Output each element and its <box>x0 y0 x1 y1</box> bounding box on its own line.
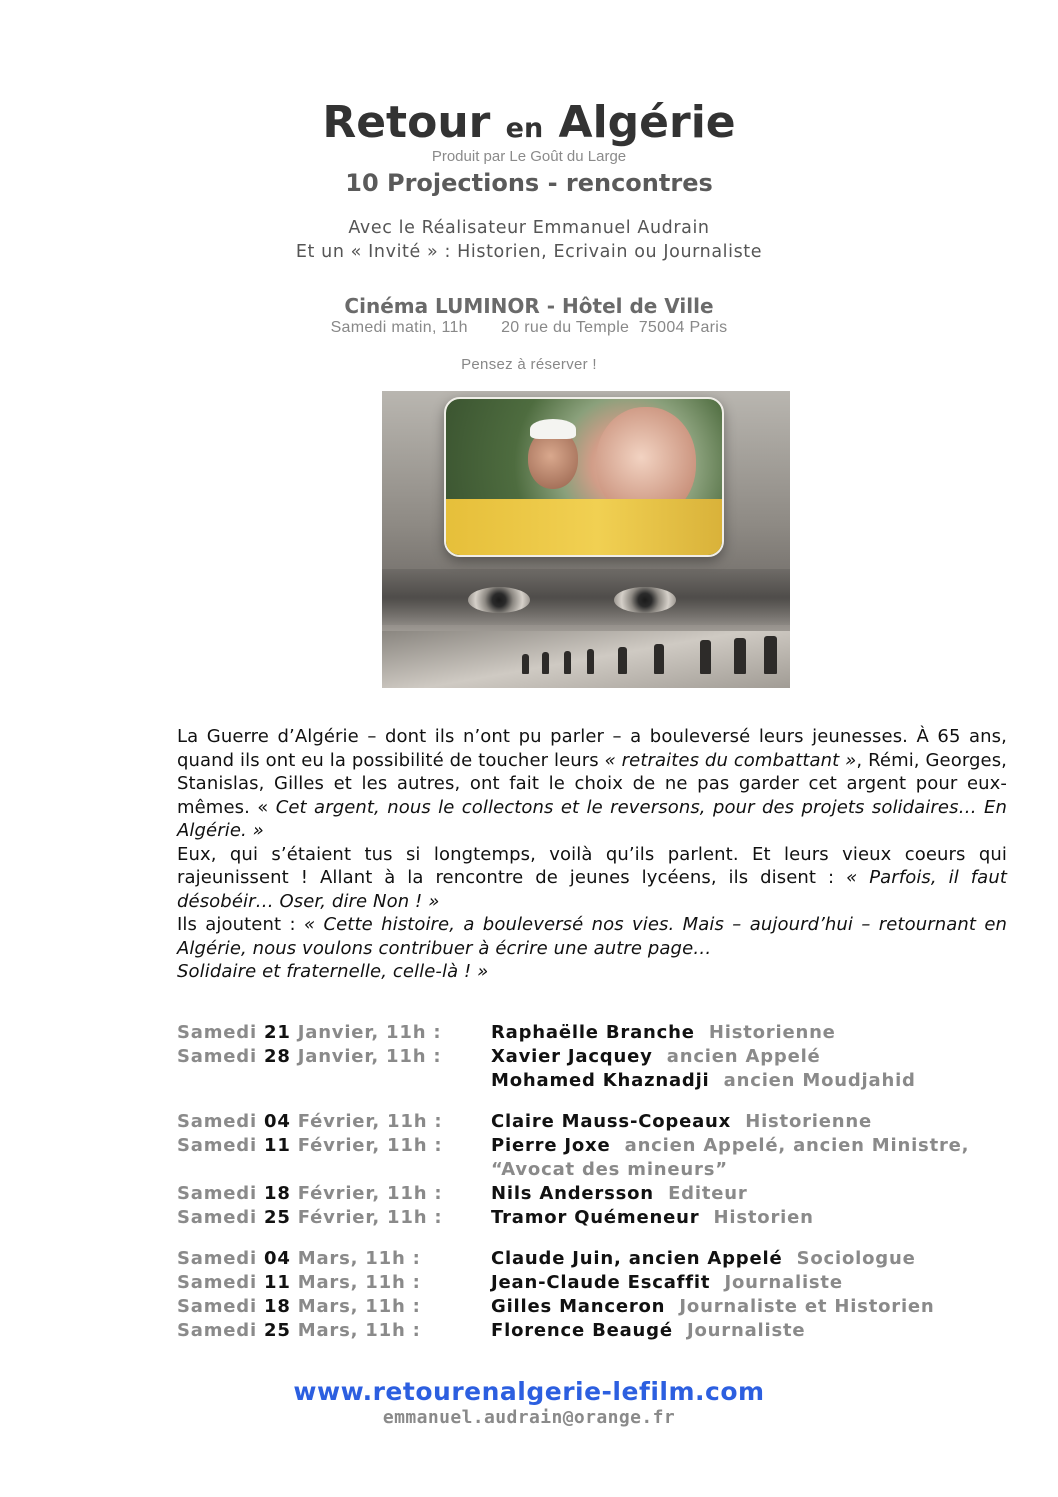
guest-role: Journaliste <box>687 1320 806 1341</box>
title-word-algerie: Algérie <box>558 97 736 148</box>
schedule-day-number: 04 <box>264 1248 291 1269</box>
schedule-date <box>177 1021 441 1045</box>
schedule-month-time: Mars, 11h : <box>297 1296 421 1317</box>
schedule-day: Samedi <box>177 1320 257 1341</box>
schedule-day: Samedi <box>177 1183 257 1204</box>
synopsis-paragraph <box>177 960 1007 984</box>
schedule-month-time: Mars, 11h : <box>297 1248 421 1269</box>
schedule-month-time: Février, 11h : <box>297 1207 443 1228</box>
guest-name: Jean-Claude Escaffit <box>491 1272 711 1293</box>
synopsis-text-span: Ils ajoutent : <box>177 914 304 935</box>
poster-white-cap <box>530 419 576 439</box>
schedule-day-number: 18 <box>264 1296 291 1317</box>
reserve-note: Pensez à réserver ! <box>461 356 597 373</box>
guest-name: Raphaëlle Branche <box>491 1022 695 1043</box>
guest-role: Historienne <box>745 1111 873 1132</box>
guest-name: Nils Andersson <box>491 1183 654 1204</box>
synopsis-paragraph <box>177 913 1007 960</box>
guest-role: ancien Appelé, ancien Ministre, <box>624 1135 970 1156</box>
poster-soldier <box>734 638 746 674</box>
synopsis-quote: « Cette histoire, a bouleversé nos vies. Mais – aujourd’hui – retournant en Algérie, nous voulons contribuer à écrire une autre page… <box>177 914 1008 959</box>
schedule-date <box>177 1206 442 1230</box>
title-word-en: en <box>505 113 544 144</box>
guest-role: Journaliste <box>724 1272 843 1293</box>
synopsis-text-span: La Guerre d’Algérie – dont ils n’ont pu parler – a bouleversé leurs jeunesses. À 65 ans, quand ils ont eu la possibilité de toucher leurs <box>177 726 1007 771</box>
schedule-month-time: Mars, 11h : <box>297 1320 421 1341</box>
schedule-day-number: 21 <box>264 1022 291 1043</box>
schedule-day: Samedi <box>177 1111 257 1132</box>
poster-eyes-band <box>382 569 790 625</box>
poster-soldier <box>587 649 594 674</box>
schedule-guest <box>491 1295 935 1319</box>
synopsis-text <box>177 725 1007 984</box>
guest-name: Gilles Manceron <box>491 1296 666 1317</box>
poster-soldier <box>700 640 711 674</box>
guest-line: Et un « Invité » : Historien, Ecrivain ou Journaliste <box>295 242 763 262</box>
screening-schedule <box>177 1021 1007 1341</box>
guest-name: Claude Juin, ancien Appelé <box>491 1248 783 1269</box>
schedule-day-number: 11 <box>264 1135 291 1156</box>
schedule-month-time: Février, 11h : <box>297 1183 443 1204</box>
guest-role: Historien <box>713 1207 814 1228</box>
guest-name: Claire Mauss-Copeaux <box>491 1111 732 1132</box>
schedule-day: Samedi <box>177 1272 257 1293</box>
cinema-address: Samedi matin, 11h 20 rue du Temple 75004 Paris <box>330 319 728 336</box>
schedule-date <box>177 1247 421 1271</box>
schedule-day: Samedi <box>177 1296 257 1317</box>
schedule-day: Samedi <box>177 1135 257 1156</box>
guest-role: Sociologue <box>796 1248 916 1269</box>
poster-soldier <box>542 652 549 674</box>
schedule-guest <box>491 1319 805 1343</box>
poster-soldier <box>764 636 777 674</box>
film-poster-image <box>382 391 790 688</box>
poster-yellow-shirt <box>446 499 722 555</box>
synopsis-quote: Solidaire et fraternelle, celle-là ! » <box>177 961 489 982</box>
schedule-date <box>177 1295 421 1319</box>
schedule-guest <box>491 1110 872 1134</box>
schedule-day: Samedi <box>177 1022 257 1043</box>
schedule-day: Samedi <box>177 1207 257 1228</box>
synopsis-text-span: , Rémi, Georges, Stanislas, Gilles et les autres, ont fait le choix de ne pas garder cet argent pour eux-mêmes. « <box>177 749 1008 818</box>
synopsis-quote: Cet argent, nous le collectons et le reversons, pour des projets solidaires… En Algérie. » <box>177 796 1007 841</box>
guest-name: Mohamed Khaznadji <box>491 1070 710 1091</box>
poster-road <box>382 631 790 688</box>
guest-role: Journaliste et Historien <box>679 1296 935 1317</box>
schedule-date <box>177 1110 442 1134</box>
schedule-day-number: 25 <box>264 1320 291 1341</box>
guest-name: Pierre Joxe <box>491 1135 611 1156</box>
cinema-name: Cinéma LUMINOR - Hôtel de Ville <box>344 294 714 318</box>
schedule-guest <box>491 1069 916 1093</box>
website-link[interactable]: www.retourenalgerie-lefilm.com <box>293 1377 765 1406</box>
synopsis-paragraph <box>177 725 1007 843</box>
guest-role: “Avocat des mineurs” <box>491 1159 728 1180</box>
poster-soldier <box>618 647 627 674</box>
schedule-date <box>177 1182 442 1206</box>
schedule-guest <box>491 1045 821 1069</box>
guest-role: Editeur <box>668 1183 748 1204</box>
projections-heading: 10 Projections - rencontres <box>345 169 713 197</box>
synopsis-paragraph <box>177 843 1007 914</box>
title-word-retour: Retour <box>322 97 491 148</box>
schedule-month-time: Janvier, 11h : <box>297 1046 442 1067</box>
schedule-day-number: 04 <box>264 1111 291 1132</box>
email-link[interactable]: emmanuel.audrain@orange.fr <box>382 1407 676 1428</box>
poster-left-eye <box>468 587 530 613</box>
schedule-date <box>177 1045 441 1069</box>
poster-soldier <box>654 644 664 674</box>
guest-role: Historienne <box>708 1022 836 1043</box>
guest-name: Tramor Quémeneur <box>491 1207 700 1228</box>
schedule-guest <box>491 1206 814 1230</box>
poster-photo-card <box>444 397 724 557</box>
guest-name: Xavier Jacquey <box>491 1046 653 1067</box>
guest-role: ancien Moudjahid <box>723 1070 916 1091</box>
schedule-day-number: 25 <box>264 1207 291 1228</box>
poster-right-eye <box>614 587 676 613</box>
synopsis-text-span: Eux, qui s’étaient tus si longtemps, voilà qu’ils parlent. Et leurs vieux coeurs qui rajeunissent ! Allant à la rencontre de jeunes lycéens, ils disent : <box>177 843 1007 888</box>
schedule-day: Samedi <box>177 1046 257 1067</box>
schedule-date <box>177 1271 421 1295</box>
poster-soldier <box>564 651 571 674</box>
synopsis-quote: « Parfois, il faut désobéir… Oser, dire Non ! » <box>177 867 1007 912</box>
guest-role: ancien Appelé <box>666 1046 821 1067</box>
schedule-day-number: 28 <box>264 1046 291 1067</box>
producer-line: Produit par Le Goût du Large <box>431 148 627 165</box>
guest-name: Florence Beaugé <box>491 1320 673 1341</box>
schedule-day-number: 18 <box>264 1183 291 1204</box>
schedule-guest <box>491 1158 728 1182</box>
director-line: Avec le Réalisateur Emmanuel Audrain <box>348 218 710 238</box>
synopsis-quote: « retraites du combattant » <box>604 749 857 771</box>
schedule-date <box>177 1134 442 1158</box>
schedule-month-time: Février, 11h : <box>297 1111 443 1132</box>
schedule-guest <box>491 1182 748 1206</box>
schedule-month-time: Février, 11h : <box>297 1135 443 1156</box>
schedule-month-time: Janvier, 11h : <box>297 1022 442 1043</box>
schedule-day: Samedi <box>177 1248 257 1269</box>
schedule-month-time: Mars, 11h : <box>297 1272 421 1293</box>
poster-soldier <box>522 654 529 674</box>
schedule-day-number: 11 <box>264 1272 291 1293</box>
schedule-guest <box>491 1134 969 1158</box>
schedule-date <box>177 1319 421 1343</box>
page-title <box>0 96 1058 156</box>
schedule-guest <box>491 1271 843 1295</box>
schedule-guest <box>491 1247 916 1271</box>
schedule-guest <box>491 1021 836 1045</box>
